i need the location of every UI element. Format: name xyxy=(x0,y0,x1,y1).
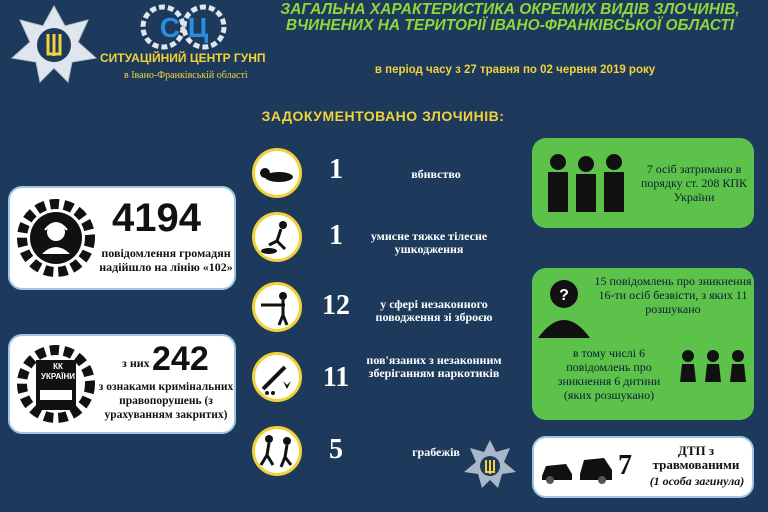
crime-row xyxy=(248,278,528,338)
operator-gear-icon xyxy=(14,194,98,282)
robbery-icon xyxy=(252,426,302,476)
crime-count: 11 xyxy=(322,362,350,393)
car-crash-icon xyxy=(540,450,614,486)
of-them-text: з них xyxy=(122,356,150,370)
crime-label: пов'язаних з незаконним зберіганням наркотиків xyxy=(366,353,502,380)
crime-count: 1 xyxy=(329,154,343,185)
detained-text: 7 осіб затримано в порядку ст. 208 КПК України xyxy=(640,162,748,204)
crime-row xyxy=(248,146,528,202)
crime-label: вбивство xyxy=(411,167,461,181)
calls-text: повідомлення громадян надійшло на лінію «102» xyxy=(99,246,233,274)
documented-heading: ЗАДОКУМЕНТОВАНО ЗЛОЧИНІВ: xyxy=(261,108,505,124)
logo-letters: С Ц xyxy=(159,12,209,43)
children-text: в тому числі 6 повідомлень про зникнення 6 дитини (яких розшукано) xyxy=(557,346,661,402)
svg-text:?: ? xyxy=(559,287,569,304)
police-detain-icon xyxy=(542,152,630,216)
accident-text: ДТП з травмованими xyxy=(652,443,740,472)
logo-name: СИТУАЦІЙНИЙ ЦЕНТР ГУНП xyxy=(100,51,266,65)
assault-icon xyxy=(252,212,302,262)
accident-note: (1 особа загинула) xyxy=(649,474,745,488)
crime-row xyxy=(248,346,528,416)
accident-number: 7 xyxy=(618,450,632,481)
calls-number: 4194 xyxy=(112,196,201,240)
crime-count: 1 xyxy=(329,220,343,251)
crime-label: умисне тяжке тілесне ушкодження xyxy=(370,229,488,256)
registered-number: 242 xyxy=(152,340,209,378)
book-label: КК УКРАЇНИ xyxy=(40,362,75,381)
crime-row xyxy=(248,208,528,268)
registered-text: з ознаками кримінальних правопорушень (з урахуванням закритих) xyxy=(98,381,234,421)
missing-text: 15 повідомлень про зникнення 16-ти осіб безвісти, з яких 11 розшукано xyxy=(594,274,752,316)
missing-person-icon xyxy=(536,278,592,338)
detained-card xyxy=(532,138,754,228)
registered-card xyxy=(8,334,236,434)
logo-subtitle: в Івано-Франківській області xyxy=(124,70,248,81)
victim-icon xyxy=(252,148,302,198)
missing-card xyxy=(532,268,754,420)
crime-count: 12 xyxy=(322,290,350,321)
crime-label: грабежів xyxy=(412,445,460,459)
calls-card xyxy=(8,186,236,290)
children-icon xyxy=(676,348,750,398)
police-star-icon xyxy=(462,438,518,494)
criminal-code-book-icon xyxy=(16,342,96,426)
crime-label: у сфері незаконного поводження зі зброєю xyxy=(375,297,493,324)
crime-count: 5 xyxy=(329,434,343,465)
page-title: ЗАГАЛЬНА ХАРАКТЕРИСТИКА ОКРЕМИХ ВИДІВ ЗЛОЧИНІВ, ВЧИНЕНИХ НА ТЕРИТОРІЇ ІВАНО-ФРАНКІВСЬКОЇ ОБЛАСТІ xyxy=(280,1,740,34)
accident-card xyxy=(532,436,754,498)
gun-icon xyxy=(252,282,302,332)
drugs-icon xyxy=(252,352,302,402)
police-star-logo-icon xyxy=(8,4,100,84)
period-text: в період часу з 27 травня по 02 червня 2019 року xyxy=(374,64,656,76)
situation-center-logo-icon xyxy=(140,4,230,50)
